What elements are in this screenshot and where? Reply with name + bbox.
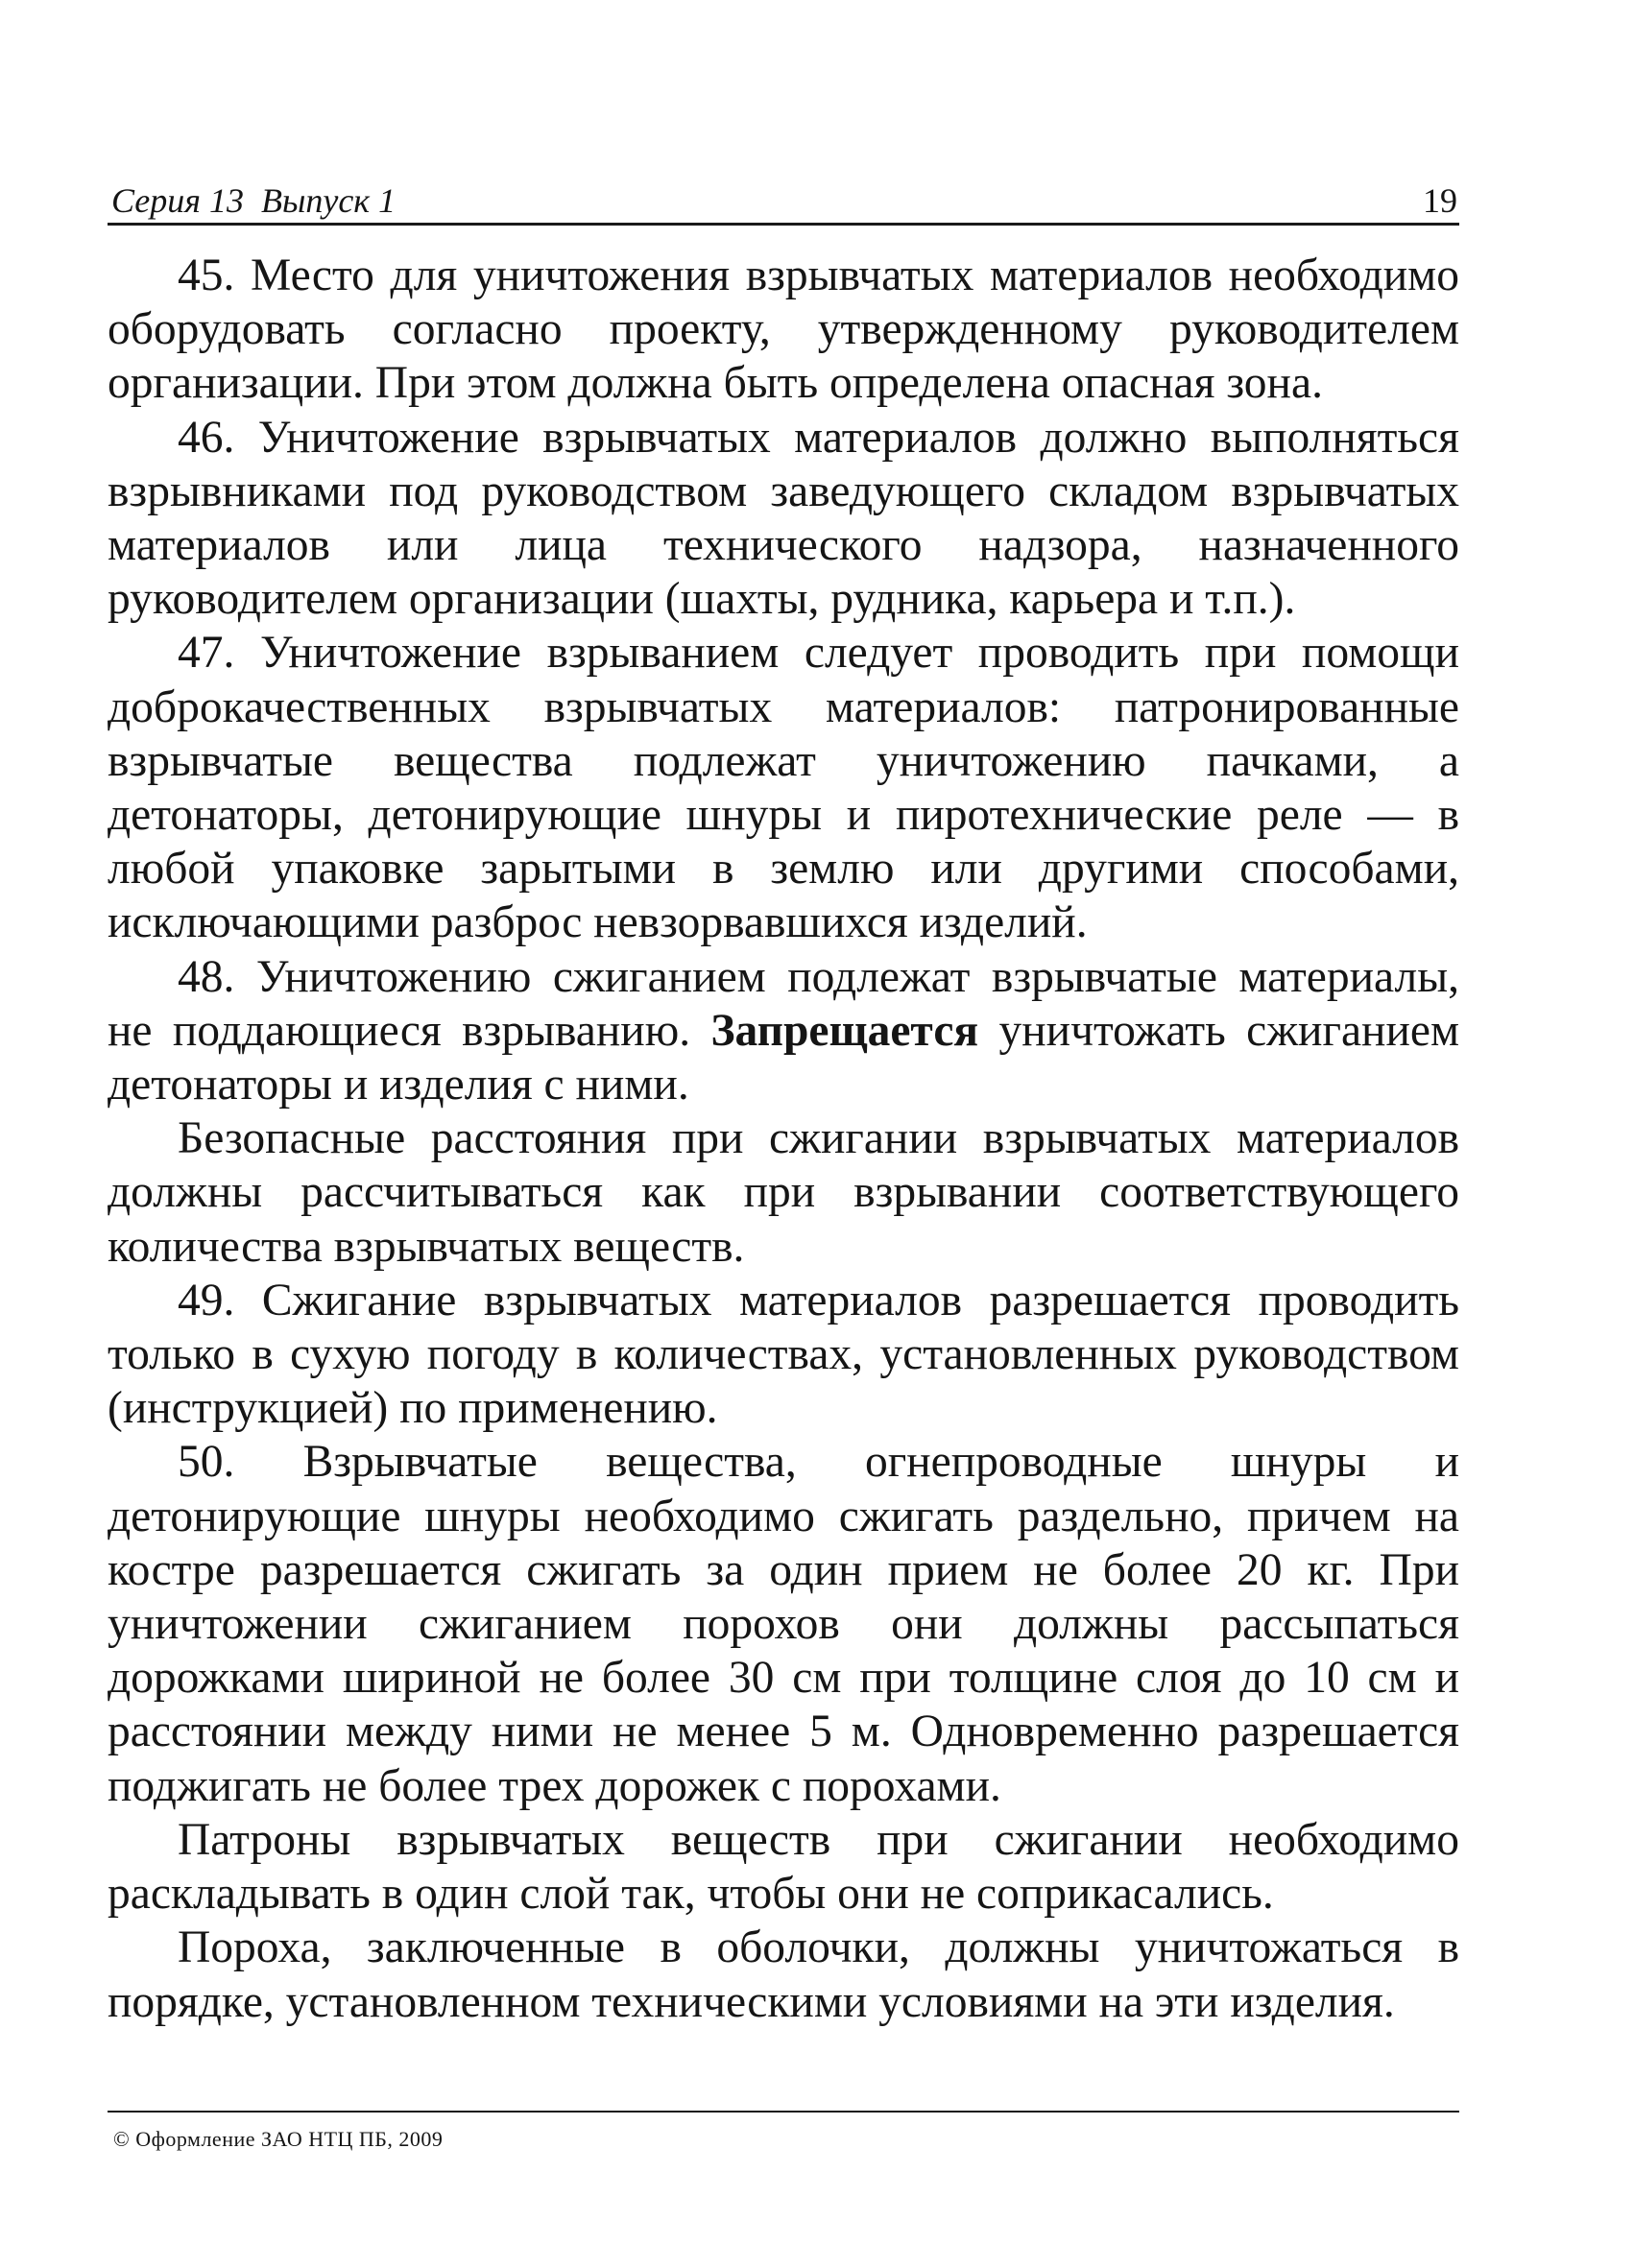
paragraph-cartridges: Патроны взрывчатых веществ при сжигании необходимо раскладывать в один слой так, чтобы они не соприкасались. (108, 1814, 1459, 1920)
paragraph-48 (108, 950, 1459, 1112)
paragraph-48-emphasis: Запрещается (710, 1005, 979, 1056)
paragraph-powders: Пороха, заключенные в оболочки, должны уничтожаться в порядке, установленном техническими условиями на эти изделия. (108, 1922, 1459, 2027)
running-header (108, 179, 1459, 226)
paragraph-safe-distances: Безопасные расстояния при сжигании взрывчатых материалов должны рассчитываться как при взрывании соответствующего количества взрывчатых веществ. (108, 1113, 1459, 1272)
paragraph-45: 45. Место для уничтожения взрывчатых материалов необходимо оборудовать согласно проекту, утвержденному руководителем организации. При этом должна быть определена опасная зона. (108, 251, 1459, 409)
paragraph-48-text-start: 48. Уничтожению сжиганием подлежат взрывчатые материалы, не поддающиеся взрыванию. (108, 951, 1459, 1056)
body-text (108, 249, 1459, 2029)
series-title: Серия 13 Выпуск 1 (111, 181, 396, 220)
paragraph-49: 49. Сжигание взрывчатых материалов разрешается проводить только в сухую погоду в количествах, установленных руководством (инструкцией) по применению. (108, 1275, 1459, 1434)
paragraph-48-text-end: уничтожать сжиганием детонаторы и изделия с ними. (108, 1005, 1460, 1110)
paragraph-47: 47. Уничтожение взрыванием следует проводить при помощи доброкачественных взрывчатых материалов: патронированные взрывчатые вещества подлежат уничтожению пачками, а детонаторы, детонирующие шнуры и пиротехнические реле — в любой упаковке зарытыми в землю или другими способами, исключающими разброс невзорвавшихся изделий. (108, 628, 1459, 948)
footer-copyright: © Оформление ЗАО НТЦ ПБ, 2009 (113, 2127, 444, 2151)
paragraph-50: 50. Взрывчатые вещества, огнепроводные шнуры и детонирующие шнуры необходимо сжигать раздельно, причем на костре разрешается сжигать за один прием не более 20 кг. При уничтожении сжиганием порохов они должны рассыпаться дорожками шириной не более 30 см при толщине слоя до 10 см и расстоянии между ними не менее 5 м. Одновременно разрешается поджигать не более трех дорожек с порохами. (108, 1437, 1459, 1811)
footer-divider (108, 2111, 1459, 2113)
paragraph-46: 46. Уничтожение взрывчатых материалов должно выполняться взрывниками под руководством заведующего складом взрывчатых материалов или лица технического надзора, назначенного руководителем организации (шахты, рудника, карьера и т.п.). (108, 412, 1459, 625)
page-number: 19 (1423, 181, 1457, 220)
